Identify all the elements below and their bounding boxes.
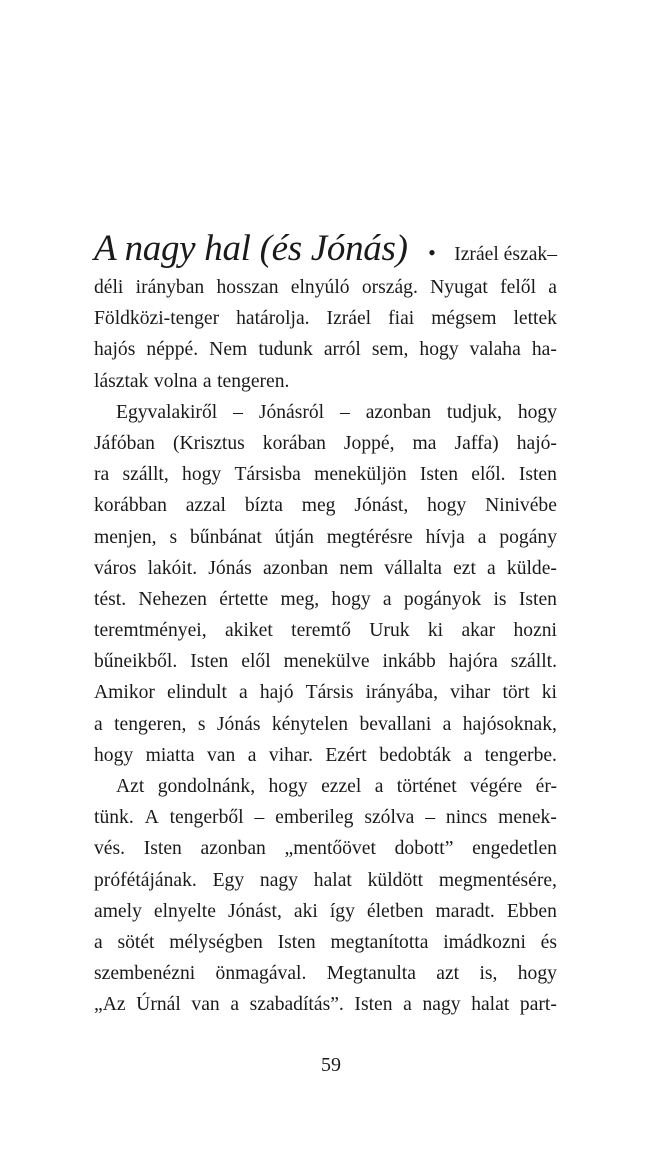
paragraph <box>94 771 557 1021</box>
text-line: hajós néppé. Nem tudunk arról sem, hogy valaha ha- <box>94 339 557 361</box>
text-line: menjen, s bűnbánat útján megtérésre hívja a pogány <box>94 526 557 548</box>
text-line: korábban azzal bízta meg Jónást, hogy Ninivébe <box>94 495 557 517</box>
text-line: Amikor elindult a hajó Társis irányába, vihar tört ki <box>94 682 557 704</box>
page-number: 59 <box>321 1054 341 1076</box>
text-line: a sötét mélységben Isten megtanította imádkozni és <box>94 931 557 953</box>
text-line: vés. Isten azonban „mentőövet dobott” engedetlen <box>94 838 557 860</box>
text-line: bűneikből. Isten elől menekülve inkább hajóra szállt. <box>94 651 557 673</box>
text-line: lásztak volna a tengeren. <box>94 370 290 392</box>
paragraph <box>94 272 557 397</box>
text-line: szembenézni önmagával. Megtanulta azt is, hogy <box>94 963 557 985</box>
text-line: amely elnyelte Jónást, aki így életben maradt. Ebben <box>94 900 557 922</box>
text-line: tést. Nehezen értette meg, hogy a pogányok is Isten <box>94 588 557 610</box>
text-line: Egyvalakiről – Jónásról – azonban tudjuk, hogy <box>116 401 557 423</box>
text-line: teremtményei, akiket teremtő Uruk ki akar hozni <box>94 620 557 642</box>
text-line: prófétájának. Egy nagy halat küldött megmentésére, <box>94 869 557 891</box>
text-line: város lakóit. Jónás azonban nem vállalta ezt a külde- <box>94 557 557 579</box>
section-title: A nagy hal (és Jónás) <box>94 228 408 269</box>
first-line-text: Izráel észak– <box>454 244 557 265</box>
text-line: Jáfóban (Krisztus korában Joppé, ma Jaffa) hajó- <box>94 432 557 454</box>
paragraph <box>94 397 557 771</box>
text-body <box>94 272 557 1021</box>
bullet-separator: • <box>428 240 436 265</box>
text-line: hogy miatta van a vihar. Ezért bedobták a tengerbe. <box>94 744 557 766</box>
text-line: Földközi-tenger határolja. Izráel fiai mégsem lettek <box>94 308 557 330</box>
text-line: ra szállt, hogy Társisba meneküljön Isten elől. Isten <box>94 464 557 486</box>
text-line: tünk. A tengerből – emberileg szólva – nincs menek- <box>94 807 557 829</box>
text-line: déli irányban hosszan elnyúló ország. Nyugat felől a <box>94 277 557 298</box>
text-line: „Az Úrnál van a szabadítás”. Isten a nagy halat part- <box>94 994 557 1016</box>
text-line: a tengeren, s Jónás kénytelen bevallani a hajósoknak, <box>94 713 557 735</box>
heading-line <box>94 226 557 272</box>
page-body <box>94 226 557 1021</box>
text-line: Azt gondolnánk, hogy ezzel a történet végére ér- <box>116 776 557 797</box>
